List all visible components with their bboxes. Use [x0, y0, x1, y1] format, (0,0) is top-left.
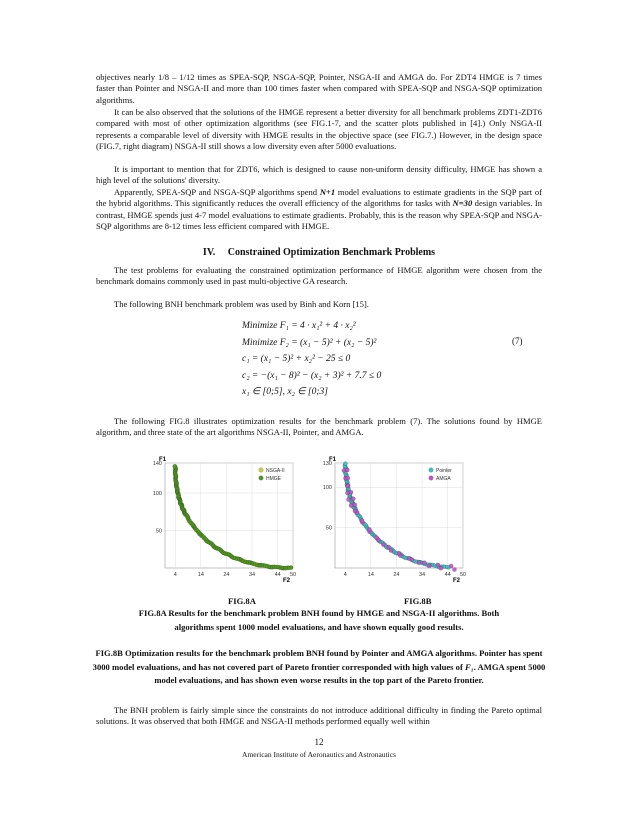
data-point-amga: [452, 567, 456, 571]
x-tick-label: 24: [393, 572, 400, 578]
equation-line-2: Minimize F₂ = (x₁ − 5)² + (x₂ − 5)²: [242, 337, 377, 348]
footer-organization: American Institute of Aeronautics and Astronautics: [242, 750, 396, 759]
data-point-amga: [374, 536, 378, 540]
data-point-pointer: [343, 462, 347, 466]
x-tick-label: 14: [197, 572, 204, 578]
paragraph-2: It can be also observed that the solutions of the HMGE represent a better diversity for all benchmark problems ZDT1-ZDT6 compared with most of other optimization algorithms (see FIG.1-7, and the scatter plots published in [4].) Only NSGA-II represents a comparable level of diversity with HMGE results in the objective space (see FIG.7.) However, in the design space (FIG.7, right diagram) NSGA-II still shows a low diversity even after 5000 evaluations.: [96, 107, 542, 151]
x-tick-label: 44: [274, 572, 281, 578]
data-point-amga: [345, 468, 349, 472]
legend-label: HMGE: [266, 476, 281, 482]
equation-line-3: c₁ = (x₁ − 5)² + x₂² − 25 ≤ 0: [242, 354, 351, 365]
data-point-amga: [439, 566, 443, 570]
data-point-amga: [368, 528, 372, 532]
y-tick-label: 50: [325, 525, 332, 532]
x-axis-label: F2: [283, 578, 291, 583]
data-point-amga: [353, 509, 357, 513]
paragraph-8: The BNH problem is fairly simple since the constraints do not introduce additional difficulty in finding the Pareto optimal solutions. It was observed that both HMGE and NSGA-II methods performed equally well within: [96, 705, 542, 727]
figure-8b-caption: FIG.8B Optimization results for the benchmark problem BNH found by Pointer and AMGA algorithms. Pointer has spent 3000 model evaluations, and has not covered part of Pareto frontier corresponded with high values of F₁. AMGA spent 5000 model evaluations, and has shown even worse results in the top part of the Pareto frontier.: [92, 648, 546, 685]
figure-8b-label: FIG.8B: [404, 596, 432, 606]
legend-marker: [429, 468, 433, 472]
equation-line-5: x₁ ∈ [0;5], x₂ ∈ [0;3]: [242, 387, 328, 398]
paragraph-6: The following BNH benchmark problem was used by Binh and Korn [15].: [114, 299, 369, 309]
legend-label: AMGA: [436, 476, 451, 482]
figure-8b-chart: [313, 453, 478, 583]
y-tick-label: 130: [322, 461, 332, 467]
equation-number: (7): [512, 336, 523, 346]
equation-line-4: c₂ = −(x₁ − 8)² − (x₂ + 3)² + 7.7 ≤ 0: [242, 370, 382, 381]
y-axis-label: F1: [329, 457, 337, 463]
data-point-amga: [346, 484, 350, 488]
data-point-amga: [397, 551, 401, 555]
y-tick-label: 140: [152, 461, 162, 467]
figure-8a-caption: FIG.8A Results for the benchmark problem BNH found by HMGE and NSGA-II algorithms. Both algorithms spent 1000 model evaluations, and have shown equally good results.: [138, 608, 500, 632]
page-number: 12: [314, 737, 324, 747]
data-point-amga: [436, 563, 440, 567]
x-tick-label: 50: [289, 572, 297, 578]
data-point-amga: [342, 468, 346, 472]
paragraph-5: The test problems for evaluating the constrained optimization performance of HMGE algorithm were chosen from the benchmark domains commonly used in past multi-objective GA research.: [96, 265, 542, 287]
data-point-amga: [422, 561, 426, 565]
paragraph-4: Apparently, SPEA-SQP and NSGA-SQP algorithms spend N+1 model evaluations to estimate gradients in the SQP part of the hybrid algorithms. This significantly reduces the overall efficiency of the algorithms for tasks with N=30 design variables. In contrast, HMGE spends just 4-7 model evaluations to estimate gradients. Probably, this is the reason why SPEA-SQP and NSGA-SQP algorithms are 8-12 times less efficient compared with HMGE.: [96, 187, 542, 231]
data-point-amga: [346, 491, 350, 495]
x-tick-label: 24: [223, 572, 230, 578]
equation-line-1: Minimize F₁ = 4 · x₁² + 4 · x₂²: [242, 321, 356, 331]
data-point-amga: [389, 549, 393, 553]
y-axis-label: F1: [159, 457, 167, 463]
paragraph-3: It is important to mention that for ZDT6, which is designed to cause non-uniform density difficulty, HMGE has shown a high level of the solutions' diversity.: [96, 164, 542, 186]
data-point-amga: [381, 543, 385, 547]
legend-marker: [429, 476, 433, 480]
data-point-amga: [353, 503, 357, 507]
data-point-amga: [417, 561, 421, 565]
section-heading: IV. Constrained Optimization Benchmark Problems: [202, 247, 436, 258]
x-tick-label: 4: [173, 572, 177, 578]
x-tick-label: 4: [343, 572, 347, 578]
x-tick-label: 44: [444, 572, 451, 578]
y-tick-label: 100: [322, 485, 332, 492]
x-tick-label: 34: [248, 572, 256, 578]
data-point-amga: [346, 476, 350, 480]
legend-label: Pointer: [436, 468, 452, 474]
data-point-amga: [351, 497, 355, 501]
x-tick-label: 14: [367, 572, 374, 578]
data-point-amga: [427, 564, 431, 568]
y-tick-label: 50: [155, 528, 162, 535]
data-point-amga: [360, 519, 364, 523]
legend-label: NSGA-II: [266, 468, 285, 474]
data-point-amga: [407, 556, 411, 560]
legend-marker: [259, 476, 263, 480]
paragraph-7: The following FIG.8 illustrates optimization results for the benchmark problem (7). The solutions found by HMGE algorithm, and three state of the art algorithms NSGA-II, Pointer, and AMGA.: [96, 416, 542, 438]
legend-marker: [259, 468, 263, 472]
data-point-hmge: [173, 464, 177, 468]
x-tick-label: 50: [459, 572, 467, 578]
data-point-amga: [387, 545, 391, 549]
data-point-amga: [349, 504, 353, 508]
x-axis-label: F2: [453, 578, 461, 583]
x-tick-label: 34: [418, 572, 426, 578]
data-point-amga: [349, 490, 353, 494]
figure-8a-label: FIG.8A: [228, 596, 256, 606]
y-tick-label: 100: [152, 491, 162, 497]
figure-8a-chart: [143, 453, 308, 583]
equation-block: [242, 318, 381, 401]
paragraph-1: objectives nearly 1/8 – 1/12 times as SPEA-SQP, NSGA-SQP, Pointer, NSGA-II and AMGA do. For ZDT4 HMGE is 7 times faster than Pointer and NSGA-II and more than 100 times faster when compared with SPEA-SQP and NSGA-SQP optimization algorithms.: [96, 72, 542, 105]
data-point-amga: [347, 498, 351, 502]
data-point-amga: [449, 564, 453, 568]
